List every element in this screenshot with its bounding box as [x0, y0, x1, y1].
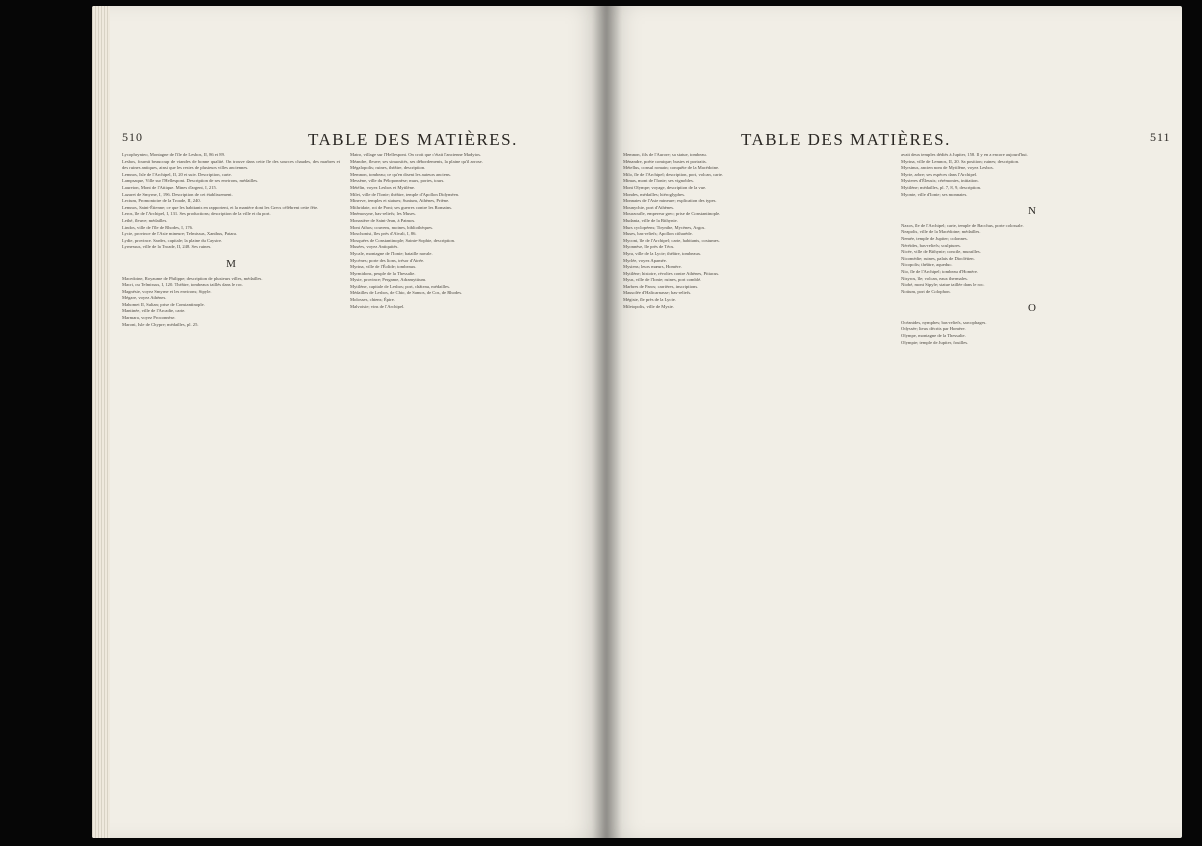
- index-entry: Méandre, fleuve; ses sinuosités, ses débordements, la plaine qu'il arrose.: [350, 158, 483, 164]
- index-entry: Mégalopolis; ruines, théâtre, description.: [350, 165, 426, 171]
- index-entry: Mnémosyne, bas-reliefs; les Muses.: [350, 211, 416, 217]
- index-entry: Memnon, fils de l'Aurore; sa statue, tombeau.: [623, 152, 707, 157]
- left-col1-entries-m: [122, 276, 340, 329]
- left-section-letter: M: [226, 257, 236, 270]
- left-page-column-2: [350, 152, 582, 310]
- left-page-title: TABLE DES MATIÈRES.: [308, 130, 518, 149]
- index-entry: Mont Athos; couvens, moines, bibliothèques.: [350, 224, 434, 230]
- index-entry: Mimas, mont de l'Ionie; ses vignobles.: [623, 178, 694, 184]
- index-entry: Mytilène; médailles, pl. 7, 8, 9, description.: [901, 184, 982, 190]
- index-entry: Leros, île de l'Archipel, I, 131. Ses productions; description de la ville et du port.: [122, 211, 271, 217]
- index-entry: Musées, voyez Antiquités.: [350, 244, 399, 250]
- index-entry: Macri, ou Telmissus, I, 120. Théâtre, tombeaux taillés dans le roc.: [122, 282, 244, 288]
- index-entry: Lectum, Promontoire de la Troade, II, 240.: [122, 198, 201, 204]
- left-page-column-1: [122, 152, 340, 328]
- index-entry: Mycènes; porte des lions, trésor d'Atrée.: [350, 257, 425, 263]
- index-entry: Myra, ville de la Lycie; théâtre, tombeaux.: [623, 250, 702, 256]
- index-entry: Malvoisie; vins de l'Archipel.: [350, 303, 405, 309]
- index-entry: Ménandre, poète comique; bustes et portraits.: [623, 158, 707, 164]
- index-entry: Messène, ville du Péloponnèse; murs, portes, tours.: [350, 178, 445, 184]
- index-entry: Nicée, ville de Bithynie; concile, murailles.: [901, 249, 981, 255]
- index-entry: Mysteres d'Éleusis; cérémonies, initiation.: [901, 178, 979, 184]
- index-entry: Mysie, province; Pergame, Adramyttium.: [350, 277, 427, 283]
- index-entry: Memnon, tombeau; ce qu'en disent les auteurs anciens.: [350, 171, 451, 177]
- index-entry: Nicopolis; théâtre, aqueduc.: [901, 262, 953, 268]
- index-entry: Mysiens; leurs mœurs, Homère.: [623, 264, 682, 270]
- right-page-title: TABLE DES MATIÈRES.: [741, 130, 951, 149]
- index-entry: Lazaret de Smyrne, I, 196. Description de cet établissement.: [122, 191, 233, 197]
- index-entry: Néréides, bas-reliefs; sculptures.: [901, 242, 961, 248]
- index-entry: Myrina, ville de l'Éolide; tombeaux.: [350, 264, 417, 270]
- index-entry: Milet, ville de l'Ionie; théâtre, temple d'Apollon Didyméen.: [350, 191, 460, 197]
- index-entry: Médailles de Lesbos, de Chio, de Samos, de Cos, de Rhodes.: [350, 290, 463, 296]
- index-entry: Miletopolis, ville de Mysie.: [623, 303, 674, 309]
- index-entry: Mourzoufle, empereur grec; prise de Constantinople.: [623, 211, 721, 217]
- index-entry: Lydie, province. Sardes, capitale; la plaine du Caystre.: [122, 237, 223, 243]
- right-col2-entries-o: [901, 320, 1163, 346]
- index-entry: Niobé, mont Sipyle; statue taillée dans le roc.: [901, 282, 985, 288]
- right-page-number: 511: [1150, 130, 1171, 144]
- right-page: [605, 6, 1182, 838]
- index-entry: Lethé, fleuve; médailles.: [122, 217, 168, 223]
- index-entry: Monastère de Saint-Jean, à Patmos.: [350, 217, 416, 223]
- right-section-letter-o: O: [1028, 302, 1036, 315]
- index-entry: Magnésie, voyez Smyrne et les environs; Sipyle.: [122, 288, 212, 294]
- index-entry: Myonnèse, île près de Téos.: [623, 244, 675, 250]
- right-page-header: [605, 130, 1182, 150]
- index-entry: Mantinée, ville de l'Arcadie, carte.: [122, 308, 186, 314]
- index-entry: Myrina, ville de Lemnos, II, 20. Sa position; ruines; description.: [901, 158, 1020, 164]
- index-entry: Murs cyclopéens; Tirynthe, Mycènes, Argos.: [623, 224, 706, 230]
- index-entry: Mausolée d'Halicarnasse; bas-reliefs.: [623, 290, 692, 296]
- right-section-letter-n: N: [1028, 205, 1036, 218]
- index-entry: Nicomédie; ruines, palais de Dioclétien.: [901, 255, 975, 261]
- index-entry: Mytilène; histoire, révoltes contre Athènes, Pittacus.: [623, 270, 720, 276]
- index-entry: Olympe, montagne de la Thessalie.: [901, 333, 966, 339]
- index-entry: Milo, île de l'Archipel; description, port, volcan, carte.: [623, 171, 724, 177]
- index-entry: Mégare, voyez Athènes.: [122, 295, 167, 301]
- index-entry: Notium, port de Colophon.: [901, 288, 951, 294]
- index-entry: Myrlée, voyez Apamée.: [623, 257, 667, 263]
- index-entry: Myrmidons, peuple de la Thessalie.: [350, 270, 416, 276]
- left-col1-entries-l: [122, 152, 340, 251]
- index-entry: Lemnos, Isle de l'Archipel, II, 20 et suiv. Description, carte.: [122, 171, 232, 177]
- index-entry: Neapolis, ville de la Macédoine; médailles.: [901, 229, 981, 235]
- index-entry: Mahomet II, Sultan; prise de Constantinople.: [122, 301, 205, 307]
- index-entry: Lindos, ville de l'île de Rhodes, I, 176.: [122, 224, 194, 230]
- index-entry: Moschonisi, îles près d'Aïvali, I, 86.: [350, 231, 417, 237]
- index-entry: Olympie; temple de Jupiter, fouilles.: [901, 339, 969, 345]
- index-entry: Marmara, voyez Proconnèse.: [122, 315, 176, 321]
- index-entry: Mycale, montagne de l'Ionie; bataille navale.: [350, 250, 433, 256]
- index-entry: Muses, bas-reliefs; Apollon citharède.: [623, 231, 693, 237]
- index-entry: Molosses, chiens; Épire.: [350, 297, 395, 303]
- index-entry: Matro, village sur l'Hellespont. On croit que c'était l'ancienne Madytos.: [350, 152, 482, 157]
- index-entry: avait deux temples dédiés à Jupiter, 158. Il y en a encore aujourd'hui.: [901, 152, 1028, 157]
- index-entry: Minerve, temples et statues; Sunium, Athènes, Priène.: [350, 198, 450, 204]
- index-entry: Mosquées de Constantinople; Sainte-Sophie, description.: [350, 237, 456, 243]
- index-entry: Lesbos, fournit beaucoup de viandes de bonne qualité. On trouve dans cette île des sources chaudes, des marbres et des ruines antiques, ainsi que les restes de plusieurs villes anciennes.: [122, 158, 340, 171]
- right-page-column-1: [623, 152, 888, 310]
- index-entry: Mudania, ville de la Bithynie.: [623, 217, 678, 223]
- index-entry: Myus, ville de l'Ionie; ruines, port comblé.: [623, 277, 702, 283]
- index-entry: Myrsinus, ancien nom de Mytilène, voyez Lesbos.: [901, 165, 994, 171]
- right-col2-entries-n: [901, 223, 1163, 296]
- index-entry: Myrte, arbre; ses espèces dans l'Archipel.: [901, 171, 978, 177]
- index-entry: Mondes, médailles; hiéroglyphes.: [623, 191, 686, 197]
- index-entry: Mégiste, île près de la Lycie.: [623, 297, 676, 303]
- index-entry: Métélin, voyez Lesbos et Mytilène.: [350, 184, 416, 190]
- index-entry: Lampsaque, Ville sur l'Hellespont. Description de ses environs, médailles.: [122, 178, 259, 184]
- index-entry: Océanides, nymphes; bas-reliefs, sarcophages.: [901, 319, 987, 325]
- index-entry: Lemnos, Saint-Étienne; ce que les habitants en rapportent, et la manière dont les Grecs célèbrent cette fête.: [122, 204, 319, 210]
- index-entry: Odyssée; lieux décrits par Homère.: [901, 326, 966, 332]
- index-entry: Laureion, Mont de l'Attique. Mines d'argent, I, 215.: [122, 184, 217, 190]
- index-entry: Lycophrynteo, Montagne de l'île de Lesbos, II, 86 et 89.: [122, 152, 226, 157]
- index-entry: Mounychie, port d'Athènes.: [623, 204, 675, 210]
- index-entry: Myconi, île de l'Archipel; carte, habitants, costumes.: [623, 237, 720, 243]
- left-page-number: 510: [122, 130, 143, 144]
- right-col1-entries: [623, 152, 888, 310]
- index-entry: Marbres de Paros; carrières, inscriptions.: [623, 283, 699, 289]
- index-entry: Naxos, île de l'Archipel; carte, temple de Bacchus, porte colossale.: [901, 222, 1024, 228]
- index-entry: Mithridate, roi de Pont; ses guerres contre les Romains.: [350, 204, 453, 210]
- index-entry: Lyrnessus, ville de la Troade, II, 248. Ses ruines.: [122, 244, 212, 250]
- left-col2-entries: [350, 152, 582, 310]
- index-entry: Métellus, consul romain; conquête de la Macédoine.: [623, 165, 720, 171]
- left-page-header: [92, 130, 605, 150]
- right-col2-entries-m: [901, 152, 1163, 198]
- index-entry: Monnaies de l'Asie mineure; explication des types.: [623, 198, 717, 204]
- index-entry: Mont Olympe; voyage, description de la vue.: [623, 184, 707, 190]
- index-entry: Macedoine, Royaume de Philippe; description de plusieurs villes, médailles.: [122, 275, 263, 281]
- index-entry: Maroni, Isle de Chypre; médailles, pl. 25.: [122, 321, 199, 327]
- left-page: [92, 6, 605, 838]
- index-entry: Nemée, temple de Jupiter; colonnes.: [901, 235, 968, 241]
- right-page-column-2: [901, 152, 1163, 346]
- open-book: [92, 6, 1202, 838]
- index-entry: Mytilène, capitale de Lesbos; port, château, médailles.: [350, 283, 451, 289]
- index-entry: Myonte, ville d'Ionie; ses monnaies.: [901, 191, 968, 197]
- book-gutter: [592, 6, 622, 838]
- index-entry: Nisyros, île; volcan, eaux thermales.: [901, 275, 968, 281]
- index-entry: Nio, île de l'Archipel; tombeau d'Homère.: [901, 268, 979, 274]
- index-entry: Lycie, province de l'Asie mineure; Telmissus, Xanthus, Patara.: [122, 231, 238, 237]
